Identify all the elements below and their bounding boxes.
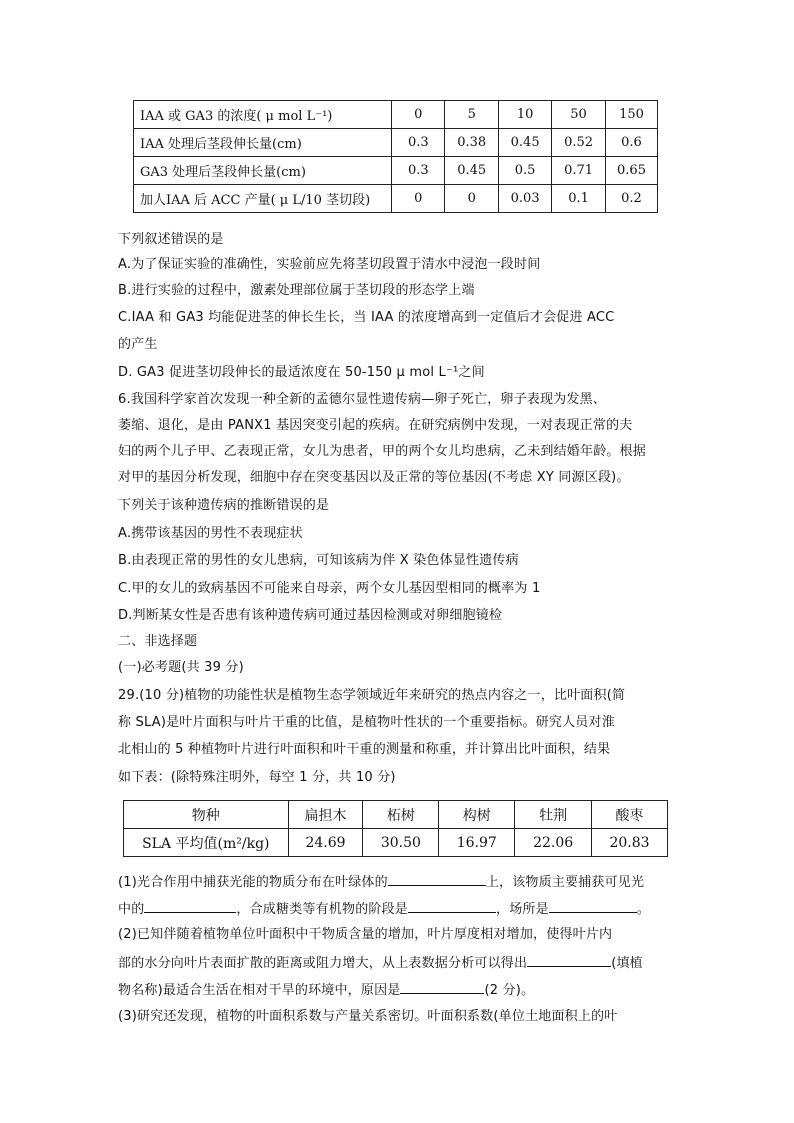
- table-cell: 0.6: [606, 129, 658, 157]
- table-cell: 0.65: [606, 157, 658, 185]
- table-cell: 20.83: [592, 829, 668, 857]
- table-cell: 24.69: [288, 829, 363, 857]
- table-cell: 50: [552, 101, 606, 129]
- option-b: B.由表现正常的男性的女儿患病，可知该病为伴 X 染色体显性遗传病: [118, 553, 519, 568]
- text: 中的: [118, 902, 145, 917]
- subquestion-1: [118, 872, 644, 892]
- option-d: D. GA3 促进茎切段伸长的最适浓度在 50-150 μ mol L⁻¹之间: [118, 365, 485, 380]
- text: ，场所是: [496, 902, 549, 917]
- table-cell: 0: [392, 101, 445, 129]
- text: ，合成糖类等有机物的阶段是: [236, 902, 409, 917]
- option-d: D.判断某女性是否患有该种遗传病可通过基因检测或对卵细胞镜检: [118, 608, 503, 623]
- option-c-cont: 的产生: [118, 337, 158, 352]
- question-29-text: 29.(10 分)植物的功能性状是植物生态学领域近年来研究的热点内容之一，比叶面积(简: [118, 688, 626, 703]
- question-29-text: 称 SLA)是叶片面积与叶片干重的比值，是植物叶性状的一个重要指标。研究人员对淮: [118, 715, 615, 730]
- row-label: GA3 处理后茎段伸长量(cm): [134, 157, 392, 185]
- subquestion-1-cont: [118, 899, 650, 919]
- text: (2 分)。: [484, 983, 535, 998]
- answer-blank[interactable]: [144, 899, 236, 913]
- text: 上，该物质主要捕获可见光: [485, 875, 645, 890]
- table-cell: 0.5: [499, 157, 552, 185]
- column-header: 物种: [124, 801, 289, 829]
- column-header: 柘树: [363, 801, 439, 829]
- table-cell: 0: [445, 185, 499, 213]
- table-cell: 0.45: [499, 129, 552, 157]
- option-a: A.为了保证实验的准确性，实验前应先将茎切段置于清水中浸泡一段时间: [118, 257, 541, 272]
- answer-blank[interactable]: [408, 899, 496, 913]
- text: 物名称)最适合生活在相对干旱的环境中，原因是: [118, 983, 401, 998]
- column-header: 扁担木: [288, 801, 363, 829]
- answer-blank[interactable]: [549, 899, 637, 913]
- table-cell: 0.45: [445, 157, 499, 185]
- table-cell: 22.06: [515, 829, 592, 857]
- table-cell: 0.38: [445, 129, 499, 157]
- question-29-text: 如下表：(除特殊注明外，每空 1 分，共 10 分): [118, 770, 396, 785]
- answer-blank[interactable]: [527, 953, 611, 967]
- table-cell: 0.71: [552, 157, 606, 185]
- answer-blank[interactable]: [388, 872, 486, 886]
- option-b: B.进行实验的过程中，激素处理部位属于茎切段的形态学上端: [118, 283, 475, 298]
- question-6-text: 妇的两个儿子甲、乙表现正常，女儿为患者，甲的两个女儿均患病，乙未到结婚年龄。根据: [118, 444, 647, 459]
- table-row: [134, 129, 658, 157]
- text: (填植: [611, 956, 643, 971]
- column-header: 酸枣: [592, 801, 668, 829]
- table-cell: 5: [445, 101, 499, 129]
- table-header-row: [124, 801, 668, 829]
- table-cell: 0.52: [552, 129, 606, 157]
- question-6-text: 对甲的基因分析发现，细胞中存在突变基因以及正常的等位基因(不考虑 XY 同源区段)。: [118, 470, 630, 485]
- answer-blank[interactable]: [400, 980, 484, 994]
- question-stem: 下列叙述错误的是: [118, 232, 224, 247]
- row-label: IAA 或 GA3 的浓度( μ mol L⁻¹): [134, 101, 392, 129]
- row-label: IAA 处理后茎段伸长量(cm): [134, 129, 392, 157]
- table-cell: 0.1: [552, 185, 606, 213]
- row-label: 加人IAA 后 ACC 产量( μ L/10 茎切段): [134, 185, 392, 213]
- hormone-table: [133, 100, 658, 213]
- table-cell: 0.3: [392, 129, 445, 157]
- table-cell: 30.50: [363, 829, 439, 857]
- question-6-text: 萎缩、退化，是由 PANX1 基因突变引起的疾病。在研究病例中发现，一对表现正常的夫: [118, 418, 633, 433]
- table-cell: 150: [606, 101, 658, 129]
- row-label: SLA 平均值(m²/kg): [124, 829, 289, 857]
- text: (1)光合作用中捕获光能的物质分布在叶绿体的: [118, 875, 388, 890]
- table-cell: 10: [499, 101, 552, 129]
- subquestion-2-cont: [118, 980, 534, 1000]
- text: 。: [636, 902, 651, 917]
- table-cell: 0.2: [606, 185, 658, 213]
- question-29-text: 北相山的 5 种植物叶片进行叶面积和叶干重的测量和称重，并计算出比叶面积，结果: [118, 742, 611, 757]
- section-title: 二、非选择题: [118, 634, 198, 649]
- option-c: C.IAA 和 GA3 均能促进茎的伸长生长，当 IAA 的浓度增高到一定值后才会促进 ACC: [118, 310, 615, 325]
- subquestion-2: (2)已知伴随着植物单位叶面积中干物质含量的增加，叶片厚度相对增加，使得叶片内: [118, 927, 613, 942]
- column-header: 牡荆: [515, 801, 592, 829]
- table-cell: 0.3: [392, 157, 445, 185]
- option-a: A.携带该基因的男性不表现症状: [118, 526, 303, 541]
- question-6-text: 6.我国科学家首次发现一种全新的孟德尔显性遗传病—卵子死亡，卵子表现为发黑、: [118, 392, 607, 407]
- table-row: [134, 101, 658, 129]
- question-stem: 下列关于该种遗传病的推断错误的是: [118, 498, 330, 513]
- section-subtitle: (一)必考题(共 39 分): [118, 660, 244, 675]
- subquestion-3: (3)研究还发现，植物的叶面积系数与产量关系密切。叶面积系数(单位土地面积上的叶: [118, 1009, 618, 1024]
- table-cell: 16.97: [439, 829, 515, 857]
- table-row: [124, 829, 668, 857]
- text: 部的水分向叶片表面扩散的距离或阻力增大，从上表数据分析可以得出: [118, 956, 528, 971]
- subquestion-2-cont: [118, 953, 643, 973]
- table-cell: 0: [392, 185, 445, 213]
- table-row: [134, 157, 658, 185]
- sla-table: [123, 800, 668, 857]
- option-c: C.甲的女儿的致病基因不可能来自母亲，两个女儿基因型相同的概率为 1: [118, 581, 541, 596]
- column-header: 构树: [439, 801, 515, 829]
- table-cell: 0.03: [499, 185, 552, 213]
- table-row: [134, 185, 658, 213]
